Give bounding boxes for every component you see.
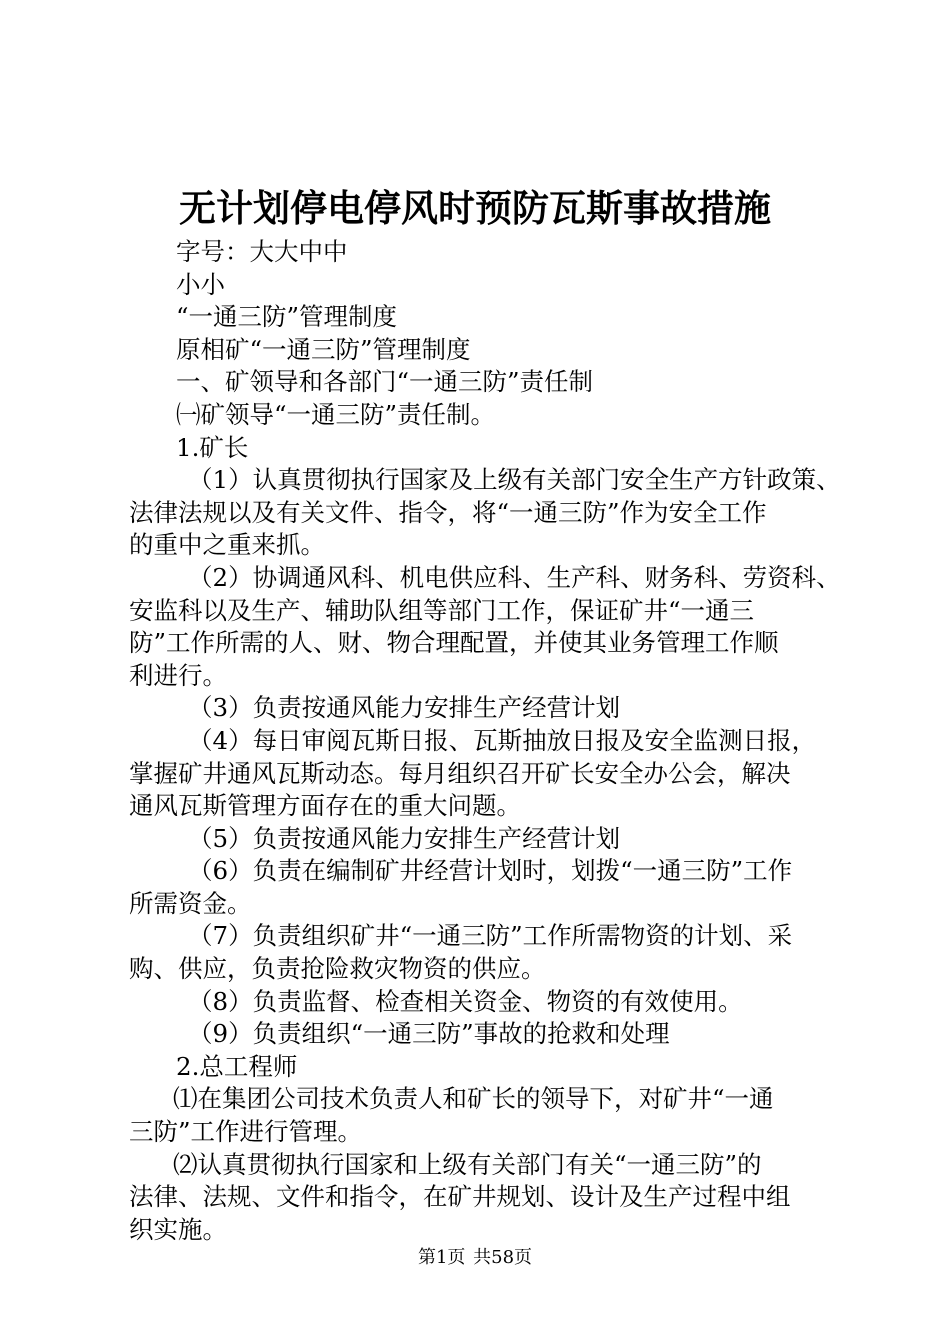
text-line: 原相矿“一通三防”管理制度 (176, 334, 471, 364)
text-line: 法律法规以及有关文件、指令，将“一通三防”作为安全工作 (129, 497, 767, 527)
text-line: 1.矿长 (176, 432, 249, 462)
document-title: 无计划停电停风时预防瓦斯事故措施 (179, 186, 771, 230)
page-total: 共58页 (473, 1247, 533, 1268)
text-line: （7）负责组织矿井“一通三防”工作所需物资的计划、采 (188, 921, 793, 951)
text-line: （8）负责监督、检查相关资金、物资的有效使用。 (188, 986, 743, 1016)
text-line: 所需资金。 (129, 888, 252, 918)
text-line: 织实施。 (129, 1214, 227, 1244)
text-line: 安监科以及生产、辅助队组等部门工作，保证矿井“一通三 (129, 595, 755, 625)
text-line: 字号：大大中中 (176, 237, 348, 266)
text-line: 三防”工作进行管理。 (129, 1117, 363, 1147)
text-line: 的重中之重来抓。 (129, 530, 325, 560)
text-line: （5）负责按通风能力安排生产经营计划 (188, 823, 621, 853)
text-line: （6）负责在编制矿井经营计划时，划拨“一通三防”工作 (188, 856, 793, 886)
text-line: ㈠矿领导“一通三防”责任制。 (176, 399, 496, 429)
page-number: 第1页 (417, 1247, 466, 1268)
document-body (129, 236, 841, 1246)
text-line: 通风瓦斯管理方面存在的重大问题。 (129, 791, 521, 821)
page-footer (0, 1246, 950, 1270)
text-line: （3）负责按通风能力安排生产经营计划 (188, 693, 621, 723)
text-line: 小小 (176, 269, 225, 299)
text-line: ⑴在集团公司技术负责人和矿长的领导下，对矿井“一通 (173, 1084, 774, 1114)
text-line: 一、矿领导和各部门“一通三防”责任制 (176, 367, 594, 397)
text-line: 法律、法规、文件和指令，在矿井规划、设计及生产过程中组 (129, 1182, 791, 1212)
text-line: （1）认真贯彻执行国家及上级有关部门安全生产方针政策、 (188, 465, 841, 495)
text-line: ⑵认真贯彻执行国家和上级有关部门有关“一通三防”的 (173, 1149, 762, 1179)
text-line: 购、供应，负责抢险救灾物资的供应。 (129, 954, 546, 984)
text-line: 防”工作所需的人、财、物合理配置，并使其业务管理工作顺 (129, 628, 779, 658)
text-line: （4）每日审阅瓦斯日报、瓦斯抽放日报及安全监测日报， (188, 725, 817, 755)
text-line: 利进行。 (129, 660, 227, 690)
text-line: 掌握矿井通风瓦斯动态。每月组织召开矿长安全办公会，解决 (129, 758, 791, 788)
text-line: 2.总工程师 (176, 1051, 298, 1081)
text-line: （9）负责组织“一通三防”事故的抢救和处理 (188, 1019, 670, 1049)
text-line: “一通三防”管理制度 (176, 302, 398, 332)
text-line: （2）协调通风科、机电供应科、生产科、财务科、劳资科、 (188, 562, 841, 592)
